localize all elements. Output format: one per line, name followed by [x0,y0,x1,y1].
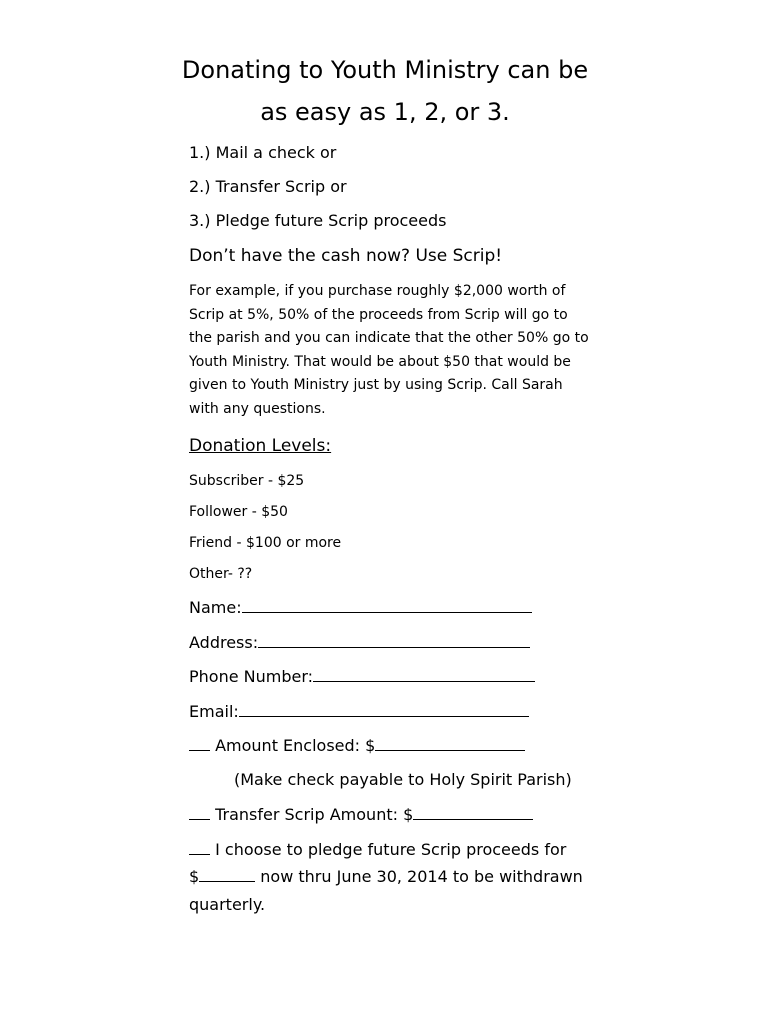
pledge-row-1 [189,840,566,859]
phone-label: Phone Number: [189,667,314,686]
transfer-scrip-checkbox[interactable] [189,818,210,820]
pledge-row-3: quarterly. [189,895,266,914]
phone-field[interactable] [313,680,535,682]
name-field[interactable] [242,611,532,613]
level-other: Other- ?? [189,566,253,582]
email-label: Email: [189,702,239,721]
level-follower: Follower - $50 [189,504,288,520]
option-mail-check: 1.) Mail a check or [189,143,337,162]
pledge-row-2 [189,867,583,886]
scrip-paragraph: For example, if you purchase roughly $2,000 worth of Scrip at 5%, 50% of the proceeds from Scrip will go to the parish and you can indicate that the other 50% go to Youth Ministry. That would be about $50 that would be given to Youth Ministry just by using Scrip. Call Sarah with any questions. [189,283,589,417]
pledge-dollar-sign: $ [189,867,200,886]
name-field-row [189,598,532,617]
amount-enclosed-field[interactable] [375,749,525,751]
option-transfer-scrip: 2.) Transfer Scrip or [189,177,347,196]
option-pledge-scrip: 3.) Pledge future Scrip proceeds [189,211,447,230]
address-field[interactable] [258,646,530,648]
donation-levels-heading: Donation Levels: [189,436,332,456]
pledge-text-line-2: now thru June 30, 2014 to be withdrawn [255,867,583,886]
phone-field-row [189,667,535,686]
transfer-scrip-row [189,805,533,824]
amount-enclosed-label: Amount Enclosed: $ [215,736,376,755]
level-friend: Friend - $100 or more [189,535,342,551]
email-field-row [189,702,529,721]
transfer-scrip-field[interactable] [413,818,533,820]
address-field-row [189,633,530,652]
pledge-checkbox[interactable] [189,853,210,855]
level-subscriber: Subscriber - $25 [189,473,305,489]
name-label: Name: [189,598,242,617]
transfer-scrip-label: Transfer Scrip Amount: $ [215,805,414,824]
amount-enclosed-row [189,736,525,755]
check-payable-note: (Make check payable to Holy Spirit Parish) [234,770,572,789]
pledge-text-line-1: I choose to pledge future Scrip proceeds for [215,840,567,859]
address-label: Address: [189,633,259,652]
page-title-line-2: as easy as 1, 2, or 3. [260,98,510,126]
scrip-heading: Don’t have the cash now? Use Scrip! [189,246,503,266]
email-field[interactable] [239,715,529,717]
page-title-line-1: Donating to Youth Ministry can be [181,56,589,84]
amount-enclosed-checkbox[interactable] [189,749,210,751]
pledge-amount-field[interactable] [199,880,255,882]
